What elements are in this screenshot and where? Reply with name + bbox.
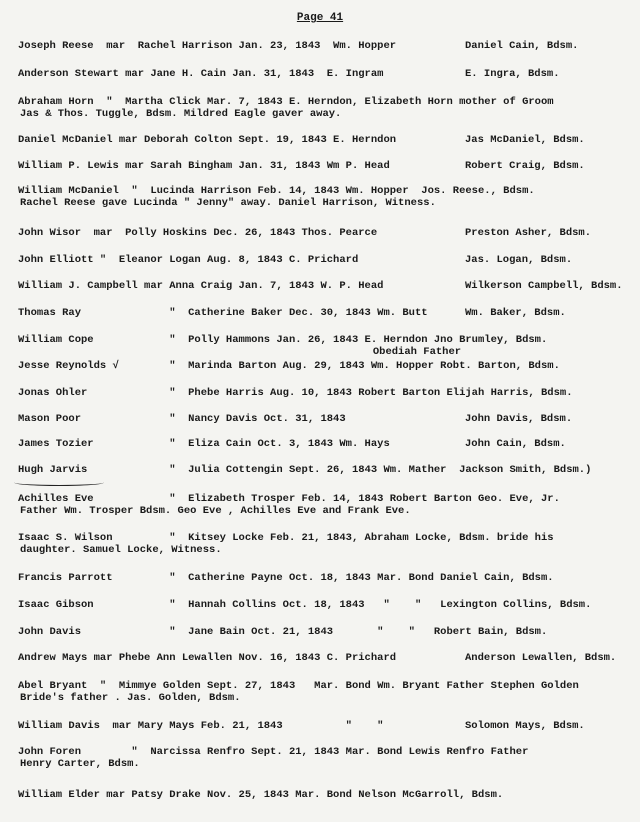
record-continuation: Jas & Thos. Tuggle, Bdsm. Mildred Eagle gaver away. [20, 108, 342, 120]
record-text: John Davis " Jane Bain Oct. 21, 1843 " " Robert Bain, Bdsm. [18, 626, 548, 638]
record-continuation: Bride's father . Jas. Golden, Bdsm. [20, 692, 241, 704]
record-bondsman: Wm. Baker, Bdsm. [465, 307, 566, 319]
record-bondsman: Preston Asher, Bdsm. [465, 227, 592, 239]
record-continuation: Obediah Father [20, 346, 462, 358]
record-text: James Tozier " Eliza Cain Oct. 3, 1843 Wm. Hays [18, 438, 390, 450]
record-text: Jesse Reynolds √ " Marinda Barton Aug. 29, 1843 Wm. Hopper Robt. Barton, Bdsm. [18, 360, 560, 372]
record-text: William Elder mar Patsy Drake Nov. 25, 1843 Mar. Bond Nelson McGarroll, Bdsm. [18, 789, 504, 801]
record-text: Hugh Jarvis " Julia Cottengin Sept. 26, 1843 Wm. Mather Jackson Smith, Bdsm.) [18, 464, 592, 476]
record-bondsman: Jas. Logan, Bdsm. [465, 254, 573, 266]
record-continuation: daughter. Samuel Locke, Witness. [20, 544, 222, 556]
record-text: John Wisor mar Polly Hoskins Dec. 26, 1843 Thos. Pearce [18, 227, 378, 239]
record-bondsman: Wilkerson Campbell, Bdsm. [465, 280, 623, 292]
record-bondsman: John Davis, Bdsm. [465, 413, 573, 425]
record-text: William Davis mar Mary Mays Feb. 21, 1843 " " [18, 720, 384, 732]
page-title: Page 41 [296, 12, 344, 24]
record-bondsman: E. Ingra, Bdsm. [465, 68, 560, 80]
record-text: Andrew Mays mar Phebe Ann Lewallen Nov. 16, 1843 C. Prichard [18, 652, 397, 664]
record-text: John Foren " Narcissa Renfro Sept. 21, 1843 Mar. Bond Lewis Renfro Father [18, 746, 529, 758]
record-text: William J. Campbell mar Anna Craig Jan. 7, 1843 W. P. Head [18, 280, 384, 292]
record-continuation: Rachel Reese gave Lucinda " Jenny" away. Daniel Harrison, Witness. [20, 197, 436, 209]
record-text: William McDaniel " Lucinda Harrison Feb. 14, 1843 Wm. Hopper Jos. Reese., Bdsm. [18, 185, 535, 197]
record-text: William P. Lewis mar Sarah Bingham Jan. 31, 1843 Wm P. Head [18, 160, 390, 172]
record-continuation: Father Wm. Trosper Bdsm. Geo Eve , Achilles Eve and Frank Eve. [20, 505, 411, 517]
record-text: John Elliott " Eleanor Logan Aug. 8, 1843 C. Prichard [18, 254, 359, 266]
record-text: Abraham Horn " Martha Click Mar. 7, 1843 E. Herndon, Elizabeth Horn mother of Groom [18, 96, 554, 108]
record-continuation: Henry Carter, Bdsm. [20, 758, 140, 770]
record-text: Joseph Reese mar Rachel Harrison Jan. 23, 1843 Wm. Hopper [18, 40, 397, 52]
record-text: Isaac S. Wilson " Kitsey Locke Feb. 21, 1843, Abraham Locke, Bdsm. bride his [18, 532, 554, 544]
record-bondsman: Solomon Mays, Bdsm. [465, 720, 585, 732]
record-bondsman: Robert Craig, Bdsm. [465, 160, 585, 172]
record-bondsman: Jas McDaniel, Bdsm. [465, 134, 585, 146]
record-text: Abel Bryant " Mimmye Golden Sept. 27, 1843 Mar. Bond Wm. Bryant Father Stephen Golden [18, 680, 579, 692]
record-text: Achilles Eve " Elizabeth Trosper Feb. 14, 1843 Robert Barton Geo. Eve, Jr. [18, 493, 560, 505]
record-text: Thomas Ray " Catherine Baker Dec. 30, 1843 Wm. Butt [18, 307, 428, 319]
handwritten-underline [14, 479, 104, 486]
record-bondsman: Daniel Cain, Bdsm. [465, 40, 579, 52]
record-text: Daniel McDaniel mar Deborah Colton Sept. 19, 1843 E. Herndon [18, 134, 397, 146]
record-bondsman: Anderson Lewallen, Bdsm. [465, 652, 617, 664]
record-text: Anderson Stewart mar Jane H. Cain Jan. 31, 1843 E. Ingram [18, 68, 384, 80]
record-text: Francis Parrott " Catherine Payne Oct. 18, 1843 Mar. Bond Daniel Cain, Bdsm. [18, 572, 554, 584]
record-text: Jonas Ohler " Phebe Harris Aug. 10, 1843 Robert Barton Elijah Harris, Bdsm. [18, 387, 573, 399]
record-text: Isaac Gibson " Hannah Collins Oct. 18, 1843 " " Lexington Collins, Bdsm. [18, 599, 592, 611]
record-bondsman: John Cain, Bdsm. [465, 438, 566, 450]
record-text: Mason Poor " Nancy Davis Oct. 31, 1843 [18, 413, 346, 425]
record-text: William Cope " Polly Hammons Jan. 26, 1843 E. Herndon Jno Brumley, Bdsm. [18, 334, 548, 346]
